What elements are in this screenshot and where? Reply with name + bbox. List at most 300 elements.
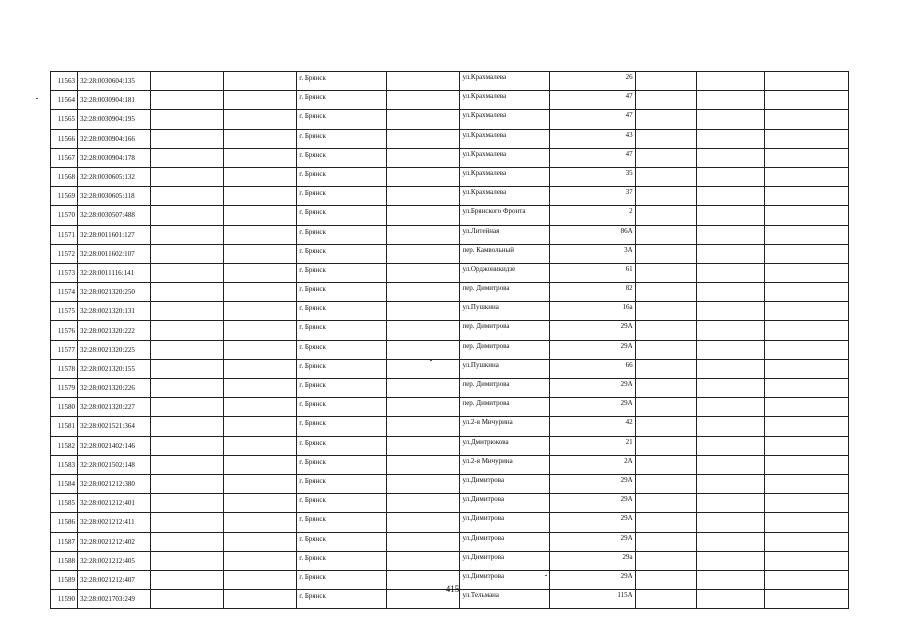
street-cell: ул.Крахмалева bbox=[460, 72, 549, 91]
scan-speck bbox=[545, 575, 547, 576]
row-number-cell: 11580 bbox=[51, 398, 78, 417]
cadastral-number-cell: 32:28:0021320:131 bbox=[78, 302, 151, 321]
row-number-cell: 11564 bbox=[51, 91, 78, 110]
empty-cell bbox=[224, 148, 297, 167]
table-row bbox=[51, 340, 849, 359]
house-number-cell: 29А bbox=[549, 494, 635, 513]
empty-cell bbox=[224, 340, 297, 359]
empty-cell bbox=[635, 110, 696, 129]
cadastral-number-cell: 32:28:0021212:380 bbox=[78, 474, 151, 493]
empty-cell bbox=[387, 244, 460, 263]
empty-cell bbox=[224, 455, 297, 474]
city-cell: г. Брянск bbox=[297, 590, 387, 609]
empty-cell bbox=[387, 187, 460, 206]
empty-cell bbox=[635, 398, 696, 417]
empty-cell bbox=[764, 244, 848, 263]
empty-cell bbox=[387, 167, 460, 186]
empty-cell bbox=[764, 455, 848, 474]
city-cell: г. Брянск bbox=[297, 359, 387, 378]
street-cell: ул.Димитрова bbox=[460, 532, 549, 551]
empty-cell bbox=[696, 398, 764, 417]
empty-cell bbox=[151, 340, 224, 359]
row-number-cell: 11577 bbox=[51, 340, 78, 359]
empty-cell bbox=[764, 513, 848, 532]
empty-cell bbox=[764, 494, 848, 513]
city-cell: г. Брянск bbox=[297, 532, 387, 551]
empty-cell bbox=[696, 532, 764, 551]
city-cell: г. Брянск bbox=[297, 91, 387, 110]
table-row bbox=[51, 225, 849, 244]
city-cell: г. Брянск bbox=[297, 436, 387, 455]
house-number-cell: 61 bbox=[549, 263, 635, 282]
empty-cell bbox=[764, 72, 848, 91]
table-row bbox=[51, 91, 849, 110]
house-number-cell: 29А bbox=[549, 398, 635, 417]
empty-cell bbox=[151, 436, 224, 455]
cadastral-number-cell: 32:28:0030604:135 bbox=[78, 72, 151, 91]
empty-cell bbox=[224, 321, 297, 340]
empty-cell bbox=[224, 436, 297, 455]
street-cell: ул.2-я Мичурина bbox=[460, 455, 549, 474]
empty-cell bbox=[764, 340, 848, 359]
cadastral-number-cell: 32:28:0030605:132 bbox=[78, 167, 151, 186]
house-number-cell: 29А bbox=[549, 321, 635, 340]
empty-cell bbox=[151, 379, 224, 398]
street-cell: ул.Димитрова bbox=[460, 494, 549, 513]
empty-cell bbox=[635, 551, 696, 570]
empty-cell bbox=[696, 148, 764, 167]
empty-cell bbox=[224, 551, 297, 570]
row-number-cell: 11584 bbox=[51, 474, 78, 493]
street-cell: ул.Димитрова bbox=[460, 513, 549, 532]
empty-cell bbox=[224, 494, 297, 513]
table-row bbox=[51, 283, 849, 302]
empty-cell bbox=[764, 148, 848, 167]
empty-cell bbox=[387, 206, 460, 225]
empty-cell bbox=[635, 532, 696, 551]
house-number-cell: 82 bbox=[549, 283, 635, 302]
empty-cell bbox=[387, 225, 460, 244]
house-number-cell: 26 bbox=[549, 72, 635, 91]
city-cell: г. Брянск bbox=[297, 321, 387, 340]
table-row bbox=[51, 474, 849, 493]
empty-cell bbox=[151, 91, 224, 110]
street-cell: пер. Димитрова bbox=[460, 321, 549, 340]
register-body bbox=[51, 72, 849, 609]
empty-cell bbox=[151, 532, 224, 551]
empty-cell bbox=[387, 148, 460, 167]
city-cell: г. Брянск bbox=[297, 379, 387, 398]
empty-cell bbox=[224, 532, 297, 551]
empty-cell bbox=[696, 263, 764, 282]
row-number-cell: 11588 bbox=[51, 551, 78, 570]
empty-cell bbox=[151, 225, 224, 244]
empty-cell bbox=[635, 225, 696, 244]
empty-cell bbox=[635, 167, 696, 186]
empty-cell bbox=[696, 187, 764, 206]
house-number-cell: 3А bbox=[549, 244, 635, 263]
empty-cell bbox=[635, 91, 696, 110]
empty-cell bbox=[151, 513, 224, 532]
empty-cell bbox=[387, 398, 460, 417]
row-number-cell: 11578 bbox=[51, 359, 78, 378]
empty-cell bbox=[151, 72, 224, 91]
row-number-cell: 11575 bbox=[51, 302, 78, 321]
empty-cell bbox=[764, 129, 848, 148]
empty-cell bbox=[387, 340, 460, 359]
empty-cell bbox=[387, 321, 460, 340]
street-cell: ул.Брянского Фронта bbox=[460, 206, 549, 225]
empty-cell bbox=[224, 72, 297, 91]
street-cell: ул.Крахмалева bbox=[460, 148, 549, 167]
table-row bbox=[51, 551, 849, 570]
empty-cell bbox=[387, 532, 460, 551]
cadastral-number-cell: 32:28:0021320:250 bbox=[78, 283, 151, 302]
street-cell: ул.Димитрова bbox=[460, 551, 549, 570]
empty-cell bbox=[635, 474, 696, 493]
empty-cell bbox=[635, 283, 696, 302]
cadastral-number-cell: 32:28:0021212:402 bbox=[78, 532, 151, 551]
empty-cell bbox=[224, 263, 297, 282]
city-cell: г. Брянск bbox=[297, 206, 387, 225]
empty-cell bbox=[151, 321, 224, 340]
empty-cell bbox=[224, 283, 297, 302]
city-cell: г. Брянск bbox=[297, 455, 387, 474]
cadastral-number-cell: 32:28:0030605:118 bbox=[78, 187, 151, 206]
empty-cell bbox=[635, 72, 696, 91]
scan-speck bbox=[430, 360, 432, 361]
house-number-cell: 66 bbox=[549, 359, 635, 378]
empty-cell bbox=[764, 206, 848, 225]
cadastral-number-cell: 32:28:0021502:148 bbox=[78, 455, 151, 474]
empty-cell bbox=[635, 148, 696, 167]
empty-cell bbox=[151, 494, 224, 513]
table-row bbox=[51, 398, 849, 417]
cadastral-number-cell: 32:28:0021402:146 bbox=[78, 436, 151, 455]
house-number-cell: 47 bbox=[549, 110, 635, 129]
street-cell: ул.Тельмана bbox=[460, 590, 549, 609]
cadastral-number-cell: 32:28:0021212:411 bbox=[78, 513, 151, 532]
row-number-cell: 11573 bbox=[51, 263, 78, 282]
empty-cell bbox=[764, 359, 848, 378]
house-number-cell: 16а bbox=[549, 302, 635, 321]
empty-cell bbox=[635, 187, 696, 206]
empty-cell bbox=[764, 398, 848, 417]
street-cell: ул.Пушкина bbox=[460, 302, 549, 321]
row-number-cell: 11586 bbox=[51, 513, 78, 532]
empty-cell bbox=[696, 244, 764, 263]
house-number-cell: 37 bbox=[549, 187, 635, 206]
house-number-cell: 42 bbox=[549, 417, 635, 436]
empty-cell bbox=[764, 417, 848, 436]
table-row bbox=[51, 513, 849, 532]
empty-cell bbox=[224, 417, 297, 436]
table-row bbox=[51, 321, 849, 340]
empty-cell bbox=[151, 398, 224, 417]
empty-cell bbox=[387, 417, 460, 436]
cadastral-number-cell: 32:28:0021212:401 bbox=[78, 494, 151, 513]
table-row bbox=[51, 206, 849, 225]
empty-cell bbox=[151, 417, 224, 436]
house-number-cell: 86А bbox=[549, 225, 635, 244]
empty-cell bbox=[151, 302, 224, 321]
empty-cell bbox=[696, 206, 764, 225]
row-number-cell: 11581 bbox=[51, 417, 78, 436]
empty-cell bbox=[635, 379, 696, 398]
empty-cell bbox=[224, 225, 297, 244]
city-cell: г. Брянск bbox=[297, 340, 387, 359]
city-cell: г. Брянск bbox=[297, 570, 387, 589]
table-row bbox=[51, 532, 849, 551]
empty-cell bbox=[764, 302, 848, 321]
house-number-cell: 29А bbox=[549, 340, 635, 359]
street-cell: ул.Крахмалева bbox=[460, 187, 549, 206]
empty-cell bbox=[696, 72, 764, 91]
empty-cell bbox=[387, 283, 460, 302]
house-number-cell: 47 bbox=[549, 91, 635, 110]
house-number-cell: 29А bbox=[549, 570, 635, 589]
empty-cell bbox=[696, 167, 764, 186]
empty-cell bbox=[224, 206, 297, 225]
city-cell: г. Брянск bbox=[297, 72, 387, 91]
house-number-cell: 21 bbox=[549, 436, 635, 455]
city-cell: г. Брянск bbox=[297, 551, 387, 570]
empty-cell bbox=[696, 91, 764, 110]
empty-cell bbox=[224, 474, 297, 493]
house-number-cell: 47 bbox=[549, 148, 635, 167]
empty-cell bbox=[696, 225, 764, 244]
empty-cell bbox=[635, 263, 696, 282]
empty-cell bbox=[696, 494, 764, 513]
cadastral-number-cell: 32:28:0030904:181 bbox=[78, 91, 151, 110]
table-row bbox=[51, 148, 849, 167]
empty-cell bbox=[696, 283, 764, 302]
row-number-cell: 11568 bbox=[51, 167, 78, 186]
cadastral-number-cell: 32:28:0030507:488 bbox=[78, 206, 151, 225]
city-cell: г. Брянск bbox=[297, 148, 387, 167]
street-cell: пер. Димитрова bbox=[460, 340, 549, 359]
empty-cell bbox=[696, 359, 764, 378]
row-number-cell: 11590 bbox=[51, 590, 78, 609]
row-number-cell: 11572 bbox=[51, 244, 78, 263]
street-cell: ул.Орджоникидзе bbox=[460, 263, 549, 282]
empty-cell bbox=[151, 167, 224, 186]
empty-cell bbox=[151, 263, 224, 282]
empty-cell bbox=[224, 167, 297, 186]
cadastral-number-cell: 32:28:0030904:178 bbox=[78, 148, 151, 167]
city-cell: г. Брянск bbox=[297, 244, 387, 263]
page-number: 415 bbox=[445, 584, 460, 594]
empty-cell bbox=[635, 436, 696, 455]
table-row bbox=[51, 436, 849, 455]
cadastral-number-cell: 32:28:0011601:127 bbox=[78, 225, 151, 244]
empty-cell bbox=[224, 129, 297, 148]
empty-cell bbox=[696, 474, 764, 493]
empty-cell bbox=[764, 263, 848, 282]
table-row bbox=[51, 302, 849, 321]
cadastral-number-cell: 32:28:0021703:249 bbox=[78, 590, 151, 609]
house-number-cell: 43 bbox=[549, 129, 635, 148]
empty-cell bbox=[764, 91, 848, 110]
street-cell: пер. Димитрова bbox=[460, 398, 549, 417]
empty-cell bbox=[764, 379, 848, 398]
empty-cell bbox=[387, 91, 460, 110]
empty-cell bbox=[387, 359, 460, 378]
row-number-cell: 11565 bbox=[51, 110, 78, 129]
empty-cell bbox=[696, 379, 764, 398]
empty-cell bbox=[764, 167, 848, 186]
city-cell: г. Брянск bbox=[297, 513, 387, 532]
empty-cell bbox=[696, 110, 764, 129]
empty-cell bbox=[696, 513, 764, 532]
empty-cell bbox=[224, 513, 297, 532]
city-cell: г. Брянск bbox=[297, 167, 387, 186]
empty-cell bbox=[387, 455, 460, 474]
table-row bbox=[51, 417, 849, 436]
city-cell: г. Брянск bbox=[297, 494, 387, 513]
table-row bbox=[51, 187, 849, 206]
empty-cell bbox=[387, 474, 460, 493]
row-number-cell: 11576 bbox=[51, 321, 78, 340]
house-number-cell: 29А bbox=[549, 379, 635, 398]
street-cell: ул.Дмитрюкова bbox=[460, 436, 549, 455]
empty-cell bbox=[635, 455, 696, 474]
cadastral-number-cell: 32:28:0011602:107 bbox=[78, 244, 151, 263]
empty-cell bbox=[151, 359, 224, 378]
city-cell: г. Брянск bbox=[297, 225, 387, 244]
table-row bbox=[51, 129, 849, 148]
empty-cell bbox=[764, 187, 848, 206]
row-number-cell: 11569 bbox=[51, 187, 78, 206]
table-row bbox=[51, 455, 849, 474]
house-number-cell: 115А bbox=[549, 590, 635, 609]
empty-cell bbox=[635, 321, 696, 340]
row-number-cell: 11574 bbox=[51, 283, 78, 302]
empty-cell bbox=[224, 302, 297, 321]
empty-cell bbox=[387, 110, 460, 129]
street-cell: ул.Димитрова bbox=[460, 570, 549, 589]
row-number-cell: 11567 bbox=[51, 148, 78, 167]
empty-cell bbox=[151, 244, 224, 263]
empty-cell bbox=[635, 359, 696, 378]
empty-cell bbox=[635, 494, 696, 513]
street-cell: ул.Литейная bbox=[460, 225, 549, 244]
empty-cell bbox=[151, 148, 224, 167]
street-cell: пер. Димитрова bbox=[460, 379, 549, 398]
empty-cell bbox=[387, 494, 460, 513]
empty-cell bbox=[224, 91, 297, 110]
cadastral-number-cell: 32:28:0030904:166 bbox=[78, 129, 151, 148]
house-number-cell: 29А bbox=[549, 532, 635, 551]
house-number-cell: 29А bbox=[549, 513, 635, 532]
empty-cell bbox=[696, 436, 764, 455]
street-cell: ул.Крахмалева bbox=[460, 129, 549, 148]
house-number-cell: 29а bbox=[549, 551, 635, 570]
city-cell: г. Брянск bbox=[297, 283, 387, 302]
house-number-cell: 35 bbox=[549, 167, 635, 186]
cadastral-number-cell: 32:28:0021320:226 bbox=[78, 379, 151, 398]
empty-cell bbox=[224, 359, 297, 378]
table-row bbox=[51, 379, 849, 398]
row-number-cell: 11563 bbox=[51, 72, 78, 91]
empty-cell bbox=[151, 110, 224, 129]
empty-cell bbox=[764, 551, 848, 570]
empty-cell bbox=[764, 436, 848, 455]
empty-cell bbox=[224, 110, 297, 129]
cadastral-number-cell: 32:28:0021320:222 bbox=[78, 321, 151, 340]
row-number-cell: 11585 bbox=[51, 494, 78, 513]
row-number-cell: 11566 bbox=[51, 129, 78, 148]
empty-cell bbox=[387, 513, 460, 532]
empty-cell bbox=[387, 379, 460, 398]
city-cell: г. Брянск bbox=[297, 302, 387, 321]
empty-cell bbox=[635, 302, 696, 321]
table-row bbox=[51, 494, 849, 513]
empty-cell bbox=[224, 398, 297, 417]
street-cell: ул.Крахмалева bbox=[460, 110, 549, 129]
row-number-cell: 11587 bbox=[51, 532, 78, 551]
empty-cell bbox=[635, 417, 696, 436]
table-row bbox=[51, 167, 849, 186]
row-number-cell: 11589 bbox=[51, 570, 78, 589]
table-row bbox=[51, 72, 849, 91]
empty-cell bbox=[224, 244, 297, 263]
city-cell: г. Брянск bbox=[297, 110, 387, 129]
table-row bbox=[51, 359, 849, 378]
empty-cell bbox=[151, 129, 224, 148]
house-number-cell: 2А bbox=[549, 455, 635, 474]
empty-cell bbox=[696, 455, 764, 474]
empty-cell bbox=[635, 513, 696, 532]
row-number-cell: 11570 bbox=[51, 206, 78, 225]
cadastral-number-cell: 32:28:0030904:195 bbox=[78, 110, 151, 129]
empty-cell bbox=[764, 474, 848, 493]
street-cell: ул.2-я Мичурина bbox=[460, 417, 549, 436]
empty-cell bbox=[764, 532, 848, 551]
empty-cell bbox=[224, 379, 297, 398]
cadastral-number-cell: 32:28:0021212:405 bbox=[78, 551, 151, 570]
city-cell: г. Брянск bbox=[297, 417, 387, 436]
empty-cell bbox=[635, 206, 696, 225]
empty-cell bbox=[151, 474, 224, 493]
street-cell: ул.Димитрова bbox=[460, 474, 549, 493]
empty-cell bbox=[387, 302, 460, 321]
city-cell: г. Брянск bbox=[297, 398, 387, 417]
empty-cell bbox=[151, 283, 224, 302]
table-row bbox=[51, 110, 849, 129]
empty-cell bbox=[151, 206, 224, 225]
empty-cell bbox=[387, 129, 460, 148]
city-cell: г. Брянск bbox=[297, 263, 387, 282]
city-cell: г. Брянск bbox=[297, 129, 387, 148]
empty-cell bbox=[224, 187, 297, 206]
empty-cell bbox=[151, 455, 224, 474]
row-number-cell: 11571 bbox=[51, 225, 78, 244]
empty-cell bbox=[387, 551, 460, 570]
city-cell: г. Брянск bbox=[297, 474, 387, 493]
row-number-cell: 11583 bbox=[51, 455, 78, 474]
house-number-cell: 2 bbox=[549, 206, 635, 225]
empty-cell bbox=[696, 302, 764, 321]
empty-cell bbox=[387, 436, 460, 455]
empty-cell bbox=[696, 321, 764, 340]
register-table bbox=[50, 71, 849, 609]
empty-cell bbox=[635, 244, 696, 263]
empty-cell bbox=[696, 417, 764, 436]
table-row bbox=[51, 244, 849, 263]
cadastral-number-cell: 32:28:0011116:141 bbox=[78, 263, 151, 282]
street-cell: пер. Камвольный bbox=[460, 244, 549, 263]
